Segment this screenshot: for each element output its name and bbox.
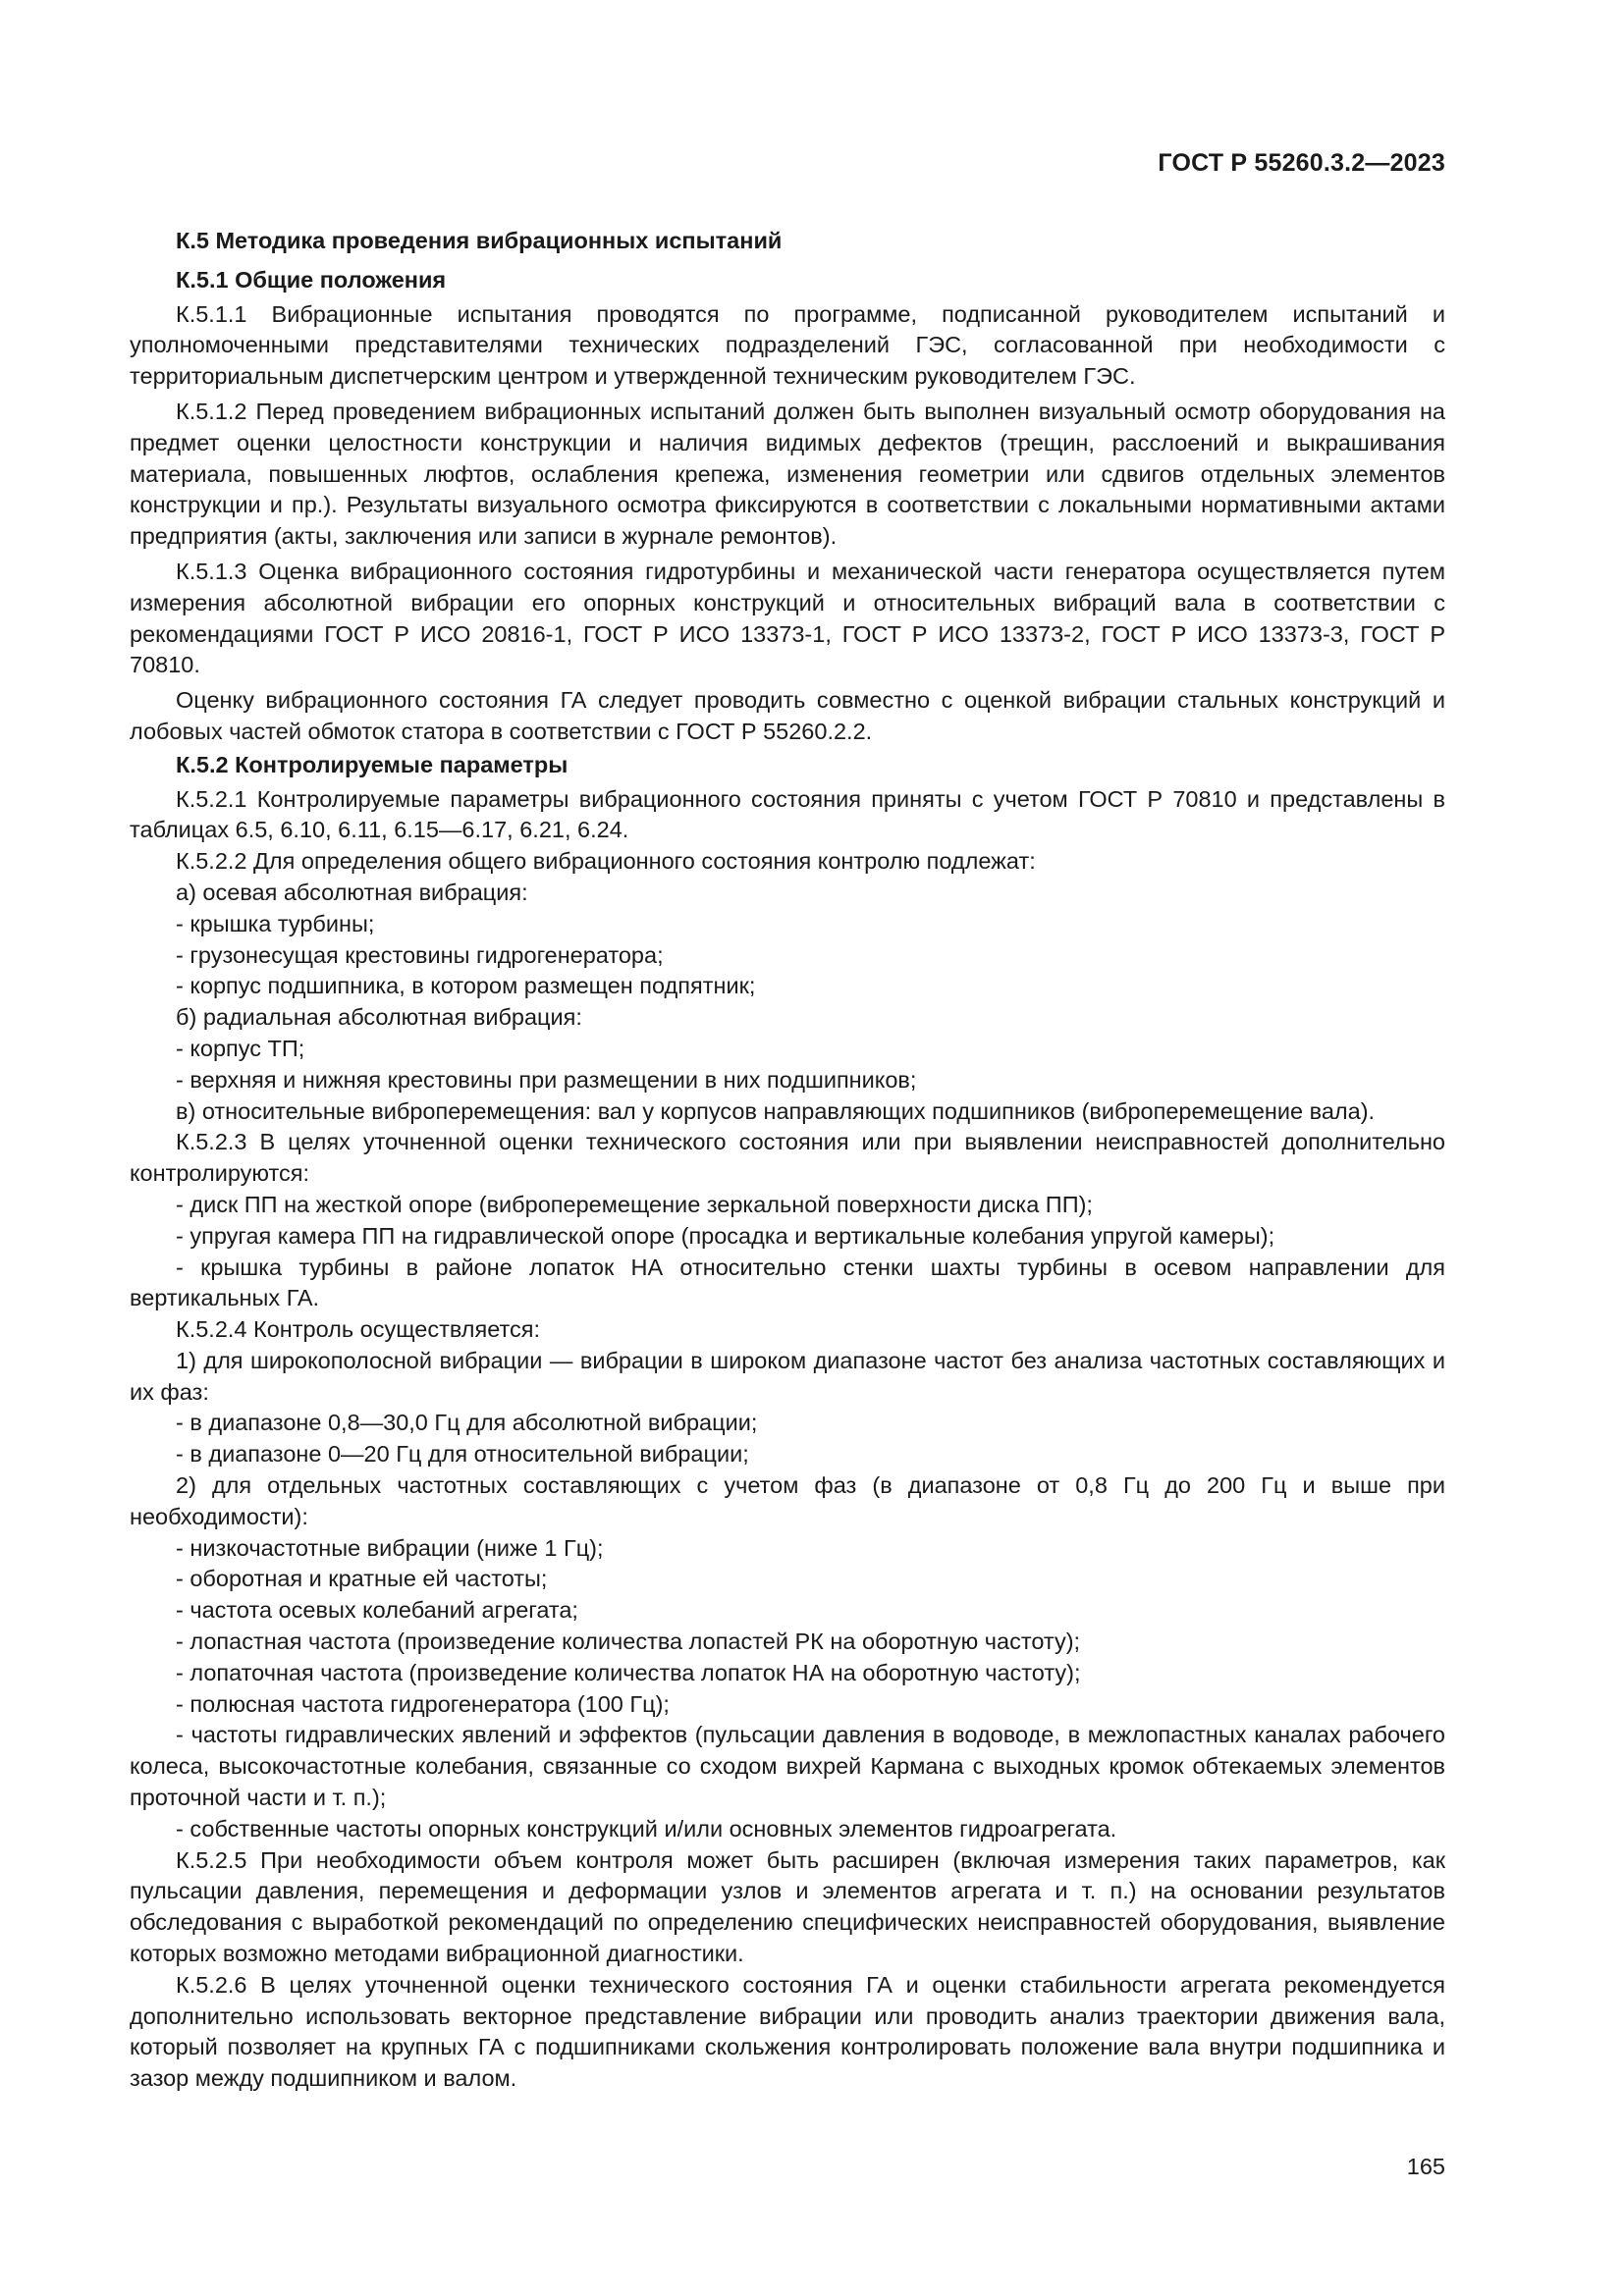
list-item: - крышка турбины; bbox=[176, 910, 375, 936]
list-item: - в диапазоне 0—20 Гц для относительной вибрации; bbox=[176, 1441, 749, 1468]
list-item: 1) для широкополосной вибрации — вибрации в широком диапазоне частот без анализа частотных составляющих и их фаз: bbox=[130, 1347, 1445, 1405]
subsection-heading: К.5.1 Общие положения bbox=[176, 266, 447, 293]
paragraph: К.5.2.5 При необходимости объем контроля может быть расширен (включая измерения таких параметров, как пульсации давления, перемещения и деформации узлов и элементов агрегата и т. п.) на основании результатов обследования с выработкой рекомендаций по определению специфических неисправностей оборудования, выявление которых возможно методами вибрационной диагностики. bbox=[130, 1846, 1445, 1967]
paragraph: К.5.2.6 В целях уточненной оценки технического состояния ГА и оценки стабильности агрегата рекомендуется дополнительно использовать векторное представление вибрации или проводить анализ траектории движения вала, который позволяет на крупных ГА с подшипниками скольжения контролировать положение вала внутри подшипника и зазор между подшипником и валом. bbox=[130, 1971, 1445, 2092]
list-item: - лопастная частота (произведение количества лопастей РК на оборотную частоту); bbox=[176, 1629, 1081, 1655]
list-item: - полюсная частота гидрогенератора (100 Гц); bbox=[176, 1690, 670, 1717]
paragraph: К.5.1.1 Вибрационные испытания проводятся по программе, подписанной руководителем испытаний и уполномоченными представителями технических подразделений ГЭС, согласованной при необходимости с территориальным диспетчерским центром и утвержденной техническим руководителем ГЭС. bbox=[130, 300, 1445, 390]
document-body bbox=[130, 226, 1445, 2095]
list-item: - в диапазоне 0,8—30,0 Гц для абсолютной вибрации; bbox=[176, 1410, 758, 1436]
paragraph: К.5.2.3 В целях уточненной оценки технического состояния или при выявлении неисправностей дополнительно контролируются: bbox=[130, 1129, 1445, 1187]
list-item: - лопаточная частота (произведение количества лопаток НА на оборотную частоту); bbox=[176, 1659, 1081, 1685]
list-item: - частота осевых колебаний агрегата; bbox=[176, 1597, 578, 1624]
page-number: 165 bbox=[1406, 2154, 1445, 2179]
section-heading: К.5 Методика проведения вибрационных испытаний bbox=[176, 228, 783, 253]
list-item: - частоты гидравлических явлений и эффектов (пульсации давления в водоводе, в межлопастных каналах рабочего колеса, высокочастотные колебания, связанные со сходом вихрей Кармана с выходных кромок обтекаемых элементов проточной части и т. п.); bbox=[130, 1722, 1445, 1811]
list-item: - собственные частоты опорных конструкций и/или основных элементов гидроагрегата. bbox=[176, 1815, 1117, 1842]
list-item: - верхняя и нижняя крестовины при размещении в них подшипников; bbox=[176, 1066, 917, 1093]
document-number: ГОСТ Р 55260.3.2—2023 bbox=[1158, 149, 1445, 177]
list-item: - корпус ТП; bbox=[176, 1035, 305, 1061]
list-item: - грузонесущая крестовины гидрогенератора; bbox=[176, 941, 664, 968]
list-item: б) радиальная абсолютная вибрация: bbox=[176, 1004, 582, 1031]
list-item: а) осевая абсолютная вибрация: bbox=[176, 879, 528, 905]
paragraph: К.5.1.2 Перед проведением вибрационных испытаний должен быть выполнен визуальный осмотр оборудования на предмет оценки целостности конструкции и наличия видимых дефектов (трещин, расслоений и выкрашивания материала, повышенных люфтов, ослабления крепежа, изменения геометрии или сдвигов отдельных элементов конструкции и пр.). Результаты визуального осмотра фиксируются в соответствии с локальными нормативными актами предприятия (акты, заключения или записи в журнале ремонтов). bbox=[130, 398, 1445, 550]
list-item: 2) для отдельных частотных составляющих с учетом фаз (в диапазоне от 0,8 Гц до 200 Гц и выше при необходимости): bbox=[130, 1472, 1445, 1529]
list-item: - корпус подшипника, в котором размещен подпятник; bbox=[176, 973, 756, 999]
list-item: - крышка турбины в районе лопаток НА относительно стенки шахты турбины в осевом направлении для вертикальных ГА. bbox=[130, 1254, 1445, 1311]
list-item: - оборотная и кратные ей частоты; bbox=[176, 1566, 548, 1592]
paragraph: К.5.2.2 Для определения общего вибрационного состояния контролю подлежат: bbox=[176, 848, 1036, 875]
paragraph: К.5.1.3 Оценка вибрационного состояния гидротурбины и механической части генератора осуществляется путем измерения абсолютной вибрации его опорных конструкций и относительных вибраций вала в соответствии с рекомендациями ГОСТ Р ИСО 20816-1, ГОСТ Р ИСО 13373-1, ГОСТ Р ИСО 13373-2, ГОСТ Р ИСО 13373-3, ГОСТ Р 70810. bbox=[130, 558, 1445, 678]
paragraph: Оценку вибрационного состояния ГА следует проводить совместно с оценкой вибрации стальных конструкций и лобовых частей обмоток статора в соответствии с ГОСТ Р 55260.2.2. bbox=[130, 687, 1445, 744]
subsection-heading: К.5.2 Контролируемые параметры bbox=[176, 751, 568, 777]
list-item: - низкочастотные вибрации (ниже 1 Гц); bbox=[176, 1534, 604, 1561]
paragraph: К.5.2.4 Контроль осуществляется: bbox=[176, 1316, 541, 1343]
paragraph: К.5.2.1 Контролируемые параметры вибрационного состояния приняты с учетом ГОСТ Р 70810 и представлены в таблицах 6.5, 6.10, 6.11, 6.15—6.17, 6.21, 6.24. bbox=[130, 785, 1445, 843]
list-item: - упругая камера ПП на гидравлической опоре (просадка и вертикальные колебания упругой камеры); bbox=[176, 1222, 1275, 1249]
list-item: - диск ПП на жесткой опоре (виброперемещение зеркальной поверхности диска ПП); bbox=[176, 1191, 1093, 1217]
list-item: в) относительные виброперемещения: вал у корпусов направляющих подшипников (виброперемещение вала). bbox=[176, 1097, 1376, 1124]
